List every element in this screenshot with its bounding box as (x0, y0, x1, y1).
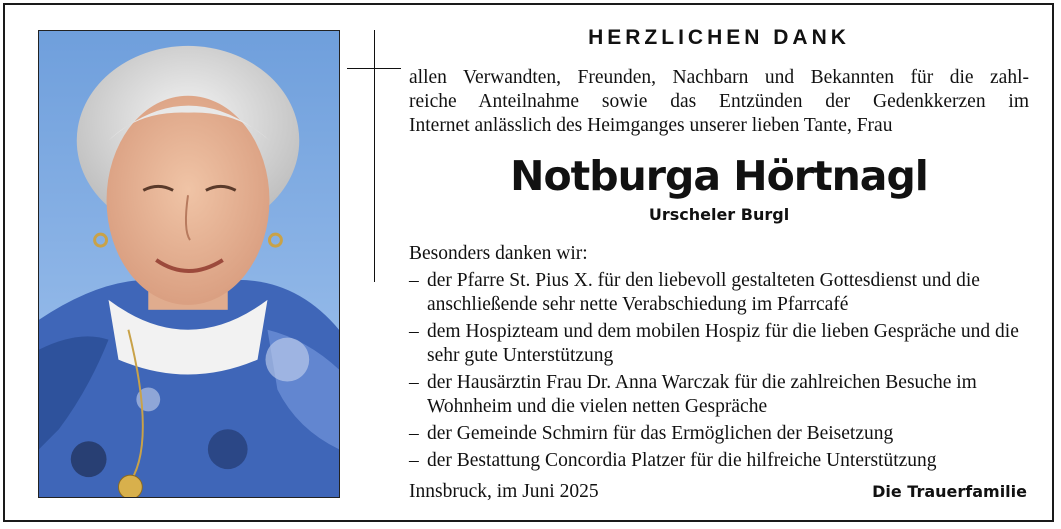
list-dash: – (409, 423, 419, 444)
list-item-text: der Hausärztin Frau Dr. Anna Warczak für die zahlreichen Besuche im Wohnheim und die vielen netten Gespräche (427, 372, 977, 417)
intro-text (409, 66, 1029, 138)
list-item (409, 371, 1039, 419)
list-dash: – (409, 450, 419, 471)
deceased-nickname: Urscheler Burgl (648, 205, 790, 224)
list-item-text: dem Hospizteam und dem mobilen Hospiz für die lieben Gespräche und die sehr gute Unterstützung (427, 321, 1019, 366)
list-dash: – (409, 270, 419, 291)
intro-line: allen Verwandten, Freunden, Nachbarn und Bekannten für die zahl- (409, 67, 1029, 88)
deceased-name: Notburga Hörtnagl (510, 152, 928, 200)
list-item (409, 320, 1039, 368)
portrait-illustration (39, 31, 339, 497)
notice-heading: HERZLICHEN DANK (588, 26, 850, 49)
thanks-list (409, 269, 1039, 476)
intro-line: Internet anlässlich des Heimganges unserer lieben Tante, Frau (409, 115, 893, 136)
list-item (409, 422, 1039, 446)
list-item-text: der Pfarre St. Pius X. für den liebevoll gestalteten Gottesdienst und die anschließende sehr nette Verabschiedung im Pfarrcafé (427, 270, 980, 315)
signature: Die Trauerfamilie (872, 482, 1027, 501)
portrait-photo (38, 30, 340, 498)
thanks-intro: Besonders danken wir: (409, 243, 588, 264)
place-date: Innsbruck, im Juni 2025 (409, 481, 599, 502)
list-item-text: der Bestattung Concordia Platzer für die hilfreiche Unterstützung (427, 450, 937, 471)
intro-line: reiche Anteilnahme sowie das Entzünden der Gedenkkerzen im (409, 91, 1029, 112)
list-dash: – (409, 372, 419, 393)
list-dash: – (409, 321, 419, 342)
cross-icon-bar (347, 68, 401, 69)
list-item-text: der Gemeinde Schmirn für das Ermöglichen der Beisetzung (427, 423, 894, 444)
list-item (409, 449, 1039, 473)
list-item (409, 269, 1039, 317)
